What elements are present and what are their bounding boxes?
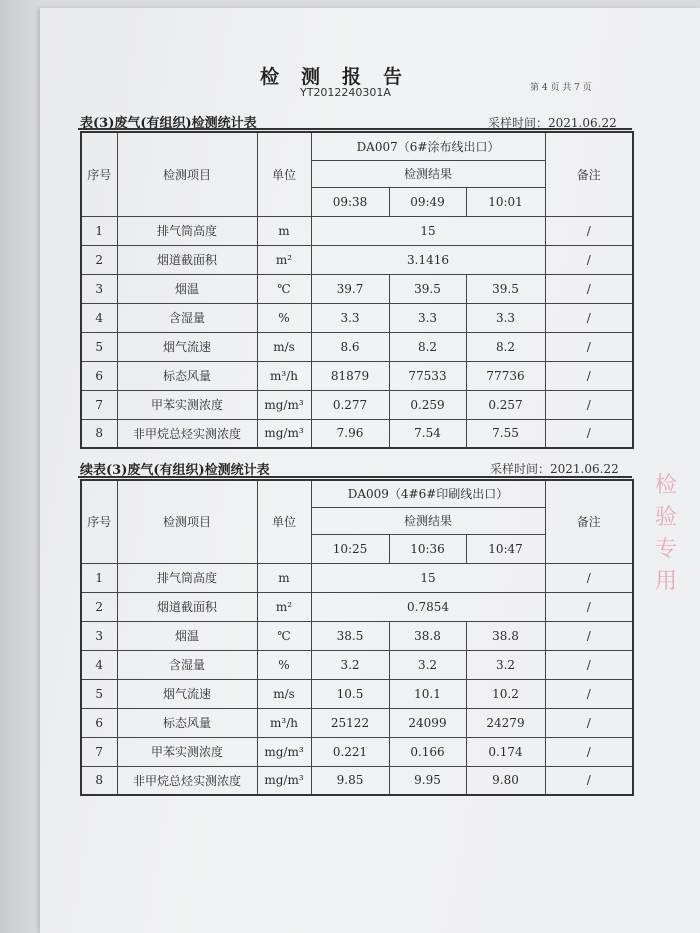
row-value: 3.3 [389,303,466,332]
col-header-remark: 备注 [545,132,633,216]
table-row [81,419,633,448]
row-remark: / [545,766,633,795]
row-item: 烟道截面积 [117,592,257,621]
table-row [81,245,633,274]
row-remark: / [545,390,633,419]
row-value: 7.55 [466,419,545,448]
row-value: 3.3 [311,303,389,332]
row-unit: mg/m³ [257,766,311,795]
row-value: 0.166 [389,737,466,766]
row-item: 排气筒高度 [117,216,257,245]
row-seq: 2 [81,245,117,274]
col-header-seq: 序号 [81,480,117,563]
sampling-point: DA007（6#涂布线出口） [311,132,545,160]
row-value: 24279 [466,708,545,737]
row-value: 38.5 [311,621,389,650]
row-seq: 4 [81,650,117,679]
row-seq: 2 [81,592,117,621]
row-unit: m/s [257,332,311,361]
row-unit: ℃ [257,274,311,303]
table2-title: 续表(3)废气(有组织)检测统计表 [80,463,270,478]
table-row [81,303,633,332]
row-unit: m [257,216,311,245]
row-item: 含湿量 [117,303,257,332]
table2 [80,479,634,796]
row-value: 7.96 [311,419,389,448]
row-item: 甲苯实测浓度 [117,737,257,766]
row-item: 含湿量 [117,650,257,679]
row-value: 0.277 [311,390,389,419]
row-unit: mg/m³ [257,737,311,766]
row-seq: 8 [81,766,117,795]
table1 [80,131,634,449]
table1-top-rule [78,128,632,130]
row-item: 标态风量 [117,708,257,737]
time-cell: 10:01 [466,187,545,216]
row-unit: m² [257,592,311,621]
row-value: 9.80 [466,766,545,795]
time-cell: 09:49 [389,187,466,216]
row-unit: m [257,563,311,592]
time-cell: 10:25 [311,534,389,563]
table-row [81,361,633,390]
col-header-unit: 单位 [257,132,311,216]
page-indicator: 第 4 页 共 7 页 [530,83,592,93]
row-remark: / [545,621,633,650]
row-value: 77736 [466,361,545,390]
row-value: 9.95 [389,766,466,795]
row-value: 0.174 [466,737,545,766]
table-row [81,679,633,708]
row-seq: 1 [81,216,117,245]
report-title: 检测报告 [259,66,424,88]
row-value: 77533 [389,361,466,390]
col-header-remark: 备注 [545,480,633,563]
row-value: 81879 [311,361,389,390]
table-row [81,737,633,766]
inspection-stamp: 检 验 专 用 [655,473,678,594]
row-remark: / [545,303,633,332]
row-value: 10.1 [389,679,466,708]
row-value: 10.5 [311,679,389,708]
row-item: 甲苯实测浓度 [117,390,257,419]
row-remark: / [545,245,633,274]
table1-sampling-date: 采样时间：2021.06.22 [488,116,617,130]
row-value: 8.2 [466,332,545,361]
row-value: 38.8 [389,621,466,650]
row-item: 烟温 [117,621,257,650]
col-header-result: 检测结果 [311,507,545,534]
row-seq: 6 [81,708,117,737]
row-item: 烟温 [117,274,257,303]
row-item: 烟道截面积 [117,245,257,274]
row-seq: 7 [81,737,117,766]
row-item: 烟气流速 [117,332,257,361]
row-seq: 4 [81,303,117,332]
row-value: 39.7 [311,274,389,303]
col-header-result: 检测结果 [311,160,545,187]
row-unit: m² [257,245,311,274]
time-cell: 10:47 [466,534,545,563]
row-seq: 1 [81,563,117,592]
row-item: 非甲烷总烃实测浓度 [117,766,257,795]
row-unit: % [257,303,311,332]
row-remark: / [545,419,633,448]
row-value: 0.259 [389,390,466,419]
row-remark: / [545,737,633,766]
row-remark: / [545,563,633,592]
row-seq: 8 [81,419,117,448]
row-item: 标态风量 [117,361,257,390]
row-value: 9.85 [311,766,389,795]
row-value: 39.5 [389,274,466,303]
row-remark: / [545,216,633,245]
row-value: 3.2 [389,650,466,679]
time-cell: 09:38 [311,187,389,216]
table-row [81,390,633,419]
table2-top-rule [78,476,632,478]
table-row [81,592,633,621]
row-unit: ℃ [257,621,311,650]
row-unit: m/s [257,679,311,708]
table2-sampling-date: 采样时间：2021.06.22 [490,462,619,476]
row-remark: / [545,332,633,361]
row-item: 排气筒高度 [117,563,257,592]
col-header-item: 检测项目 [117,480,257,563]
row-remark: / [545,679,633,708]
row-remark: / [545,708,633,737]
col-header-unit: 单位 [257,480,311,563]
table-row [81,766,633,795]
row-unit: % [257,650,311,679]
row-seq: 7 [81,390,117,419]
row-value: 25122 [311,708,389,737]
row-remark: / [545,361,633,390]
row-item: 烟气流速 [117,679,257,708]
sampling-point: DA009（4#6#印刷线出口） [311,480,545,507]
row-merged-value: 0.7854 [311,592,545,621]
table-row [81,332,633,361]
row-remark: / [545,650,633,679]
row-seq: 6 [81,361,117,390]
row-merged-value: 15 [311,216,545,245]
row-unit: mg/m³ [257,390,311,419]
row-value: 7.54 [389,419,466,448]
row-merged-value: 15 [311,563,545,592]
row-value: 0.221 [311,737,389,766]
row-remark: / [545,592,633,621]
row-value: 38.8 [466,621,545,650]
col-header-item: 检测项目 [117,132,257,216]
report-number: YT2012240301A [300,86,391,99]
row-seq: 3 [81,274,117,303]
table-row [81,563,633,592]
row-seq: 5 [81,679,117,708]
row-seq: 5 [81,332,117,361]
table-row [81,621,633,650]
row-value: 24099 [389,708,466,737]
row-value: 39.5 [466,274,545,303]
table-row [81,274,633,303]
row-value: 0.257 [466,390,545,419]
page-edge-shadow [0,0,40,933]
table1-title: 表(3)废气(有组织)检测统计表 [80,116,257,131]
row-value: 10.2 [466,679,545,708]
time-cell: 10:36 [389,534,466,563]
row-unit: m³/h [257,708,311,737]
table-row [81,708,633,737]
row-value: 8.6 [311,332,389,361]
row-seq: 3 [81,621,117,650]
row-value: 3.2 [311,650,389,679]
table-row [81,216,633,245]
row-merged-value: 3.1416 [311,245,545,274]
row-remark: / [545,274,633,303]
row-value: 8.2 [389,332,466,361]
row-value: 3.3 [466,303,545,332]
row-item: 非甲烷总烃实测浓度 [117,419,257,448]
row-unit: m³/h [257,361,311,390]
col-header-seq: 序号 [81,132,117,216]
row-unit: mg/m³ [257,419,311,448]
table-row [81,650,633,679]
row-value: 3.2 [466,650,545,679]
